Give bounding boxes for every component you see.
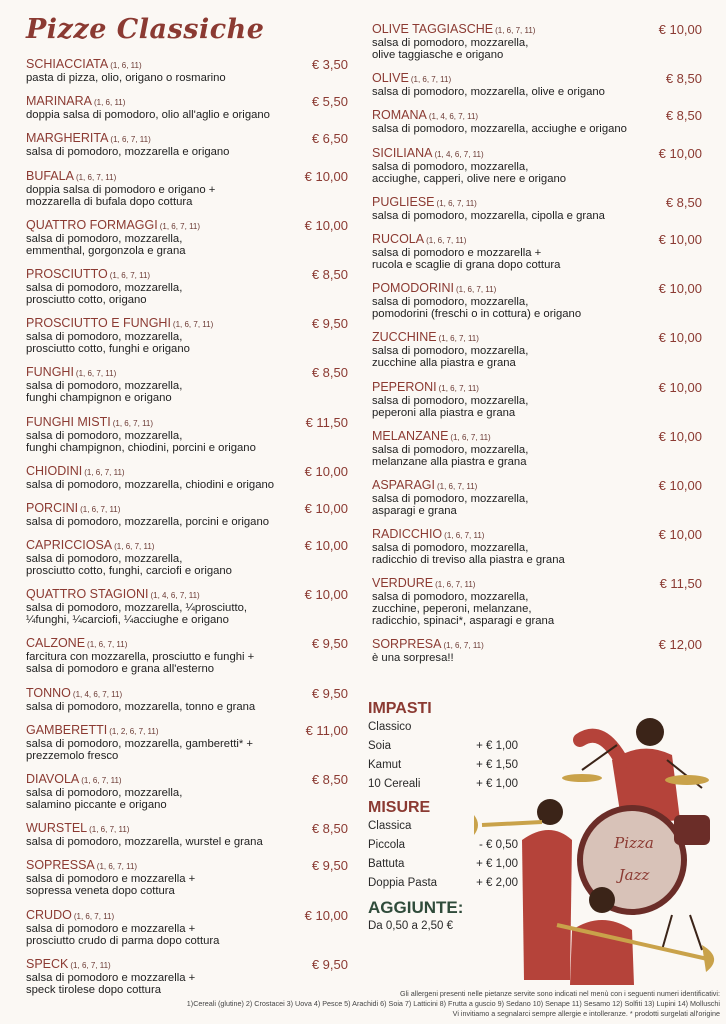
pizza-name: MARINARA xyxy=(26,94,92,109)
pizza-price: € 5,50 xyxy=(311,94,348,110)
pizza-name: MELANZANE xyxy=(372,428,449,443)
pizza-name: SORPRESA xyxy=(372,637,442,652)
pizza-description: zucchine, peperoni, melanzane, xyxy=(372,603,532,616)
pizza-item xyxy=(372,72,702,98)
pizza-name: TONNO xyxy=(26,685,71,700)
pizza-item xyxy=(372,430,702,468)
pizza-name-line xyxy=(372,196,702,210)
pizza-description: sopressa veneta dopo cottura xyxy=(26,885,175,898)
pizza-item xyxy=(26,58,348,84)
pizza-description: pomodorini (freschi o in cottura) e origano xyxy=(372,308,582,321)
pizza-item xyxy=(372,381,702,419)
allergen-codes: (1, 6, 7, 11) xyxy=(89,825,130,835)
pizza-description: salsa di pomodoro, mozzarella, cipolla e grana xyxy=(372,209,605,222)
pizza-price: € 10,00 xyxy=(304,217,348,233)
pizza-name: FUNGHI MISTI xyxy=(26,414,111,429)
pizza-name: ROMANA xyxy=(372,108,427,123)
pizza-description: funghi champignon, chiodini, porcini e origano xyxy=(26,441,256,454)
pizza-price: € 10,00 xyxy=(304,500,348,516)
pizza-name: RUCOLA xyxy=(372,231,425,246)
aggiunte-heading: AGGIUNTE: xyxy=(368,898,464,917)
pizza-description: salsa di pomodoro, mozzarella, xyxy=(372,443,529,456)
pizza-name: SICILIANA xyxy=(372,145,433,160)
option-price: + € 1,00 xyxy=(476,740,518,752)
impasti-base: Classico xyxy=(368,721,412,733)
pizza-name-line xyxy=(372,23,702,37)
pizza-description: salsa di pomodoro, mozzarella, xyxy=(372,160,529,173)
pizza-name-line xyxy=(26,822,348,836)
pizza-description: salsa di pomodoro, mozzarella, xyxy=(372,296,529,309)
pizza-name: VERDURE xyxy=(372,576,434,591)
pizza-description: salsa di pomodoro, mozzarella, ¼prosciutto, xyxy=(26,602,248,615)
pizza-name-line xyxy=(372,577,702,591)
pizza-item xyxy=(372,233,702,271)
pizza-price: € 10,00 xyxy=(658,477,702,493)
pizza-item xyxy=(26,909,348,947)
allergen-codes: (1, 6, 7, 11) xyxy=(450,432,491,442)
pizza-description: radicchio, spinaci*, asparagi e grana xyxy=(372,615,555,628)
pizza-item xyxy=(26,637,348,675)
allergen-codes: (1, 6, 7, 11) xyxy=(436,481,478,491)
pizza-description: rucola e scaglie di grana dopo cottura xyxy=(372,258,561,271)
pizza-description: salsa di pomodoro, mozzarella, xyxy=(26,787,183,799)
allergen-codes: (1, 4, 6, 7, 11) xyxy=(428,112,479,122)
allergen-footer xyxy=(170,989,720,1019)
pizza-name: POMODORINI xyxy=(372,281,454,296)
pizza-item xyxy=(372,196,702,222)
impasti-heading: IMPASTI xyxy=(368,700,432,717)
pizza-item xyxy=(26,132,348,158)
allergen-codes: (1, 2, 6, 7, 11) xyxy=(109,726,159,736)
pizza-description: prosciutto crudo di parma dopo cottura xyxy=(26,934,220,947)
pizza-price: € 10,00 xyxy=(304,463,348,479)
pizza-description: salsa di pomodoro, mozzarella, xyxy=(372,492,529,505)
pizza-name-line xyxy=(26,58,348,72)
pizza-price: € 8,50 xyxy=(311,772,348,787)
pizza-name: PEPERONI xyxy=(372,379,437,394)
pizza-description: salsa di pomodoro, mozzarella, xyxy=(26,281,183,294)
pizza-name: CALZONE xyxy=(26,636,86,651)
pizza-price: € 11,50 xyxy=(659,576,702,592)
allergen-codes: (1, 6, 7, 11) xyxy=(110,135,151,145)
pizza-price: € 8,50 xyxy=(311,266,348,282)
pizza-name-line xyxy=(372,528,702,542)
pizza-price: € 10,00 xyxy=(304,587,348,603)
pizza-name: PUGLIESE xyxy=(372,194,435,209)
pizza-name-line xyxy=(26,724,348,738)
pizza-name-line xyxy=(26,416,348,430)
option-label: Doppia Pasta xyxy=(368,877,438,889)
pizza-description: salsa di pomodoro, mozzarella, xyxy=(26,232,183,245)
allergen-codes: (1, 6, 7, 11) xyxy=(112,418,154,428)
pizza-description: melanzane alla piastra e grana xyxy=(372,455,527,468)
pizza-name-line xyxy=(26,909,348,923)
allergen-codes: (1, 4, 6, 7, 11) xyxy=(72,689,123,699)
allergen-codes: (1, 6, 7, 11) xyxy=(73,911,115,921)
pizza-item xyxy=(372,577,702,627)
pizza-name: ASPARAGI xyxy=(372,477,435,492)
pizza-description: salsa di pomodoro, mozzarella, xyxy=(372,394,529,407)
pizza-name: OLIVE xyxy=(372,71,409,86)
pizza-name-line xyxy=(372,109,702,123)
pizza-name-line xyxy=(26,465,348,479)
pizza-price: € 10,00 xyxy=(304,538,348,554)
pizza-price: € 9,50 xyxy=(311,685,348,701)
pizza-item xyxy=(26,465,348,491)
allergen-codes: (1, 6, 7, 11) xyxy=(410,75,452,85)
allergen-codes: (1, 6, 7, 11) xyxy=(109,270,151,280)
pizza-item xyxy=(26,317,348,355)
footer-line: Vi invitiamo a segnalarci sempre allergie e intolleranze. * prodotti surgelati all'origine xyxy=(452,1009,720,1018)
allergen-codes: (1, 6, 7, 11) xyxy=(114,542,155,552)
pizza-description: ¼funghi, ¼carciofi, ¼acciughe e origano xyxy=(26,614,229,627)
pizza-name-line xyxy=(372,233,702,247)
pizza-name: DIAVOLA xyxy=(26,772,80,786)
option-price: + € 1,50 xyxy=(476,759,518,771)
pizza-price: € 12,00 xyxy=(658,637,702,653)
pizza-price: € 10,00 xyxy=(658,22,702,37)
option-price: - € 0,50 xyxy=(479,839,518,851)
left-menu-column xyxy=(26,58,348,1007)
pizza-description: doppia salsa di pomodoro e origano + xyxy=(26,183,216,196)
allergen-codes: (1, 6, 7, 11) xyxy=(75,369,117,379)
pizza-name-line xyxy=(26,170,348,184)
pizza-description: funghi champignon e origano xyxy=(26,392,172,405)
allergen-codes: (1, 6, 7, 11) xyxy=(443,641,484,651)
pizza-name-line xyxy=(26,366,348,380)
allergen-codes: (1, 6, 7, 11) xyxy=(80,504,121,514)
pizza-name-line xyxy=(372,638,702,652)
pizza-price: € 11,50 xyxy=(305,414,348,430)
pizza-description: salsa di pomodoro, mozzarella, xyxy=(372,37,529,49)
pizza-description: salsa di pomodoro e mozzarella + xyxy=(26,873,196,886)
pizza-price: € 10,00 xyxy=(658,231,702,247)
pizza-price: € 3,50 xyxy=(311,57,348,72)
pizza-description: emmenthal, gorgonzola e grana xyxy=(26,244,186,257)
pizza-name-line xyxy=(26,588,348,602)
pizza-name: FUNGHI xyxy=(26,365,74,380)
pizza-description: salsa di pomodoro e grana all'esterno xyxy=(26,663,215,676)
pizza-name-line xyxy=(26,317,348,331)
right-menu-column xyxy=(372,23,702,676)
pizza-price: € 8,50 xyxy=(311,365,348,381)
pizza-item xyxy=(372,638,702,664)
pizza-name-line xyxy=(372,282,702,296)
pizza-name-line xyxy=(26,502,348,516)
pizza-name-line xyxy=(26,773,348,787)
pizza-price: € 9,50 xyxy=(311,858,348,874)
pizza-name: ZUCCHINE xyxy=(372,330,437,345)
pizza-name-line xyxy=(26,637,348,651)
pizza-item xyxy=(26,170,348,208)
pizza-item xyxy=(372,23,702,61)
allergen-codes: (1, 6, 7, 11) xyxy=(84,467,125,477)
allergen-codes: (1, 6, 7, 11) xyxy=(81,776,122,785)
pizza-name-line xyxy=(26,859,348,873)
pizza-price: € 9,50 xyxy=(311,316,348,332)
pizza-item xyxy=(372,479,702,517)
pizza-description: doppia salsa di pomodoro, olio all'aglio e origano xyxy=(26,109,270,122)
pizza-description: zucchine alla piastra e grana xyxy=(372,357,516,370)
option-price: + € 1,00 xyxy=(476,778,518,790)
allergen-codes: (1, 6, 11) xyxy=(93,98,126,108)
pizza-price: € 10,00 xyxy=(658,281,702,297)
pizza-description: salsa di pomodoro, mozzarella, olive e origano xyxy=(372,86,605,99)
pizza-name: SPECK xyxy=(26,956,69,971)
pizza-name: CAPRICCIOSA xyxy=(26,538,113,553)
pizza-price: € 10,00 xyxy=(658,527,702,543)
pizza-description: salsa di pomodoro, mozzarella e origano xyxy=(26,146,230,159)
pizza-price: € 10,00 xyxy=(658,428,702,444)
pizza-name-line xyxy=(372,72,702,86)
pizza-item xyxy=(372,331,702,369)
misure-base: Classica xyxy=(368,820,412,832)
pizza-description: prosciutto cotto, origano xyxy=(26,293,147,306)
pizza-name-line xyxy=(26,132,348,146)
pizza-name: CRUDO xyxy=(26,907,72,922)
pizza-description: salsa di pomodoro, mozzarella, xyxy=(26,553,183,566)
pizza-item xyxy=(26,859,348,897)
pizza-name-line xyxy=(26,958,348,972)
pizza-description: salsa di pomodoro, mozzarella, xyxy=(26,429,183,442)
pizza-name: GAMBERETTI xyxy=(26,722,108,737)
pizza-item xyxy=(26,366,348,404)
pizza-item xyxy=(26,219,348,257)
allergen-codes: (1, 6, 7, 11) xyxy=(438,383,479,393)
jazz-musicians-image xyxy=(462,700,724,985)
allergen-codes: (1, 4, 6, 7, 11) xyxy=(150,591,200,601)
pizza-description: pasta di pizza, olio, origano o rosmarino xyxy=(26,72,226,84)
allergen-codes: (1, 6, 7, 11) xyxy=(70,960,111,970)
jazz-band-illustration xyxy=(462,700,724,985)
allergen-codes: (1, 6, 7, 11) xyxy=(495,26,536,35)
pizza-price: € 10,00 xyxy=(304,168,348,184)
pizza-name: QUATTRO STAGIONI xyxy=(26,587,149,602)
allergen-codes: (1, 6, 7, 11) xyxy=(96,862,138,872)
pizza-price: € 8,50 xyxy=(665,108,702,124)
allergen-codes: (1, 6, 7, 11) xyxy=(435,580,476,590)
pizza-description: salsa di pomodoro, mozzarella, xyxy=(26,380,183,393)
illustration-text-1: Pizza xyxy=(614,834,654,852)
pizza-description: radicchio di treviso alla piastra e grana xyxy=(372,554,565,567)
allergen-codes: (1, 6, 11) xyxy=(110,61,142,70)
pizza-description: prosciutto cotto, funghi e origano xyxy=(26,343,190,356)
footer-line: 1)Cereali (glutine) 2) Crostacei 3) Uova 4) Pesce 5) Arachidi 6) Soia 7) Latticini 8) Frutta a guscio 9) Sedano 10) Senape 11) Sesamo 12) Solfiti 13) Lupini 14) Molluschi xyxy=(186,999,720,1008)
aggiunte-text: Da 0,50 a 2,50 € xyxy=(368,920,454,932)
pizza-price: € 9,50 xyxy=(311,956,348,972)
pizza-description: salsa di pomodoro, mozzarella, tonno e grana xyxy=(26,700,256,713)
pizza-name: SOPRESSA xyxy=(26,858,95,873)
pizza-name: BUFALA xyxy=(26,168,74,183)
pizza-description: salsa di pomodoro, mozzarella, xyxy=(26,331,183,344)
pizza-name-line xyxy=(372,147,702,161)
pizza-description: farcitura con mozzarella, prosciutto e funghi + xyxy=(26,651,255,664)
pizza-item xyxy=(26,687,348,713)
allergen-codes: (1, 6, 7, 11) xyxy=(426,235,467,245)
pizza-name: PROSCIUTTO xyxy=(26,266,108,281)
pizza-name: QUATTRO FORMAGGI xyxy=(26,217,158,232)
pizza-name: MARGHERITA xyxy=(26,131,109,146)
allergen-codes: (1, 6, 7, 11) xyxy=(87,640,128,650)
pizza-description: acciughe, capperi, olive nere e origano xyxy=(372,172,567,185)
pizza-name: PORCINI xyxy=(26,500,79,515)
pizza-name-line xyxy=(372,381,702,395)
pizza-description: mozzarella di bufala dopo cottura xyxy=(26,195,193,208)
pizza-price: € 9,50 xyxy=(311,636,348,652)
pizza-description: salsa di pomodoro, mozzarella, acciughe e origano xyxy=(372,123,627,136)
pizza-item xyxy=(26,502,348,528)
pizza-description: prezzemolo fresco xyxy=(26,749,119,762)
pizza-description: salsa di pomodoro, mozzarella, chiodini e origano xyxy=(26,478,275,491)
option-label: Kamut xyxy=(368,759,402,771)
pizza-description: asparagi e grana xyxy=(372,504,457,517)
option-price: + € 1,00 xyxy=(476,858,518,870)
option-label: Battuta xyxy=(368,858,405,870)
option-label: Piccola xyxy=(368,839,406,851)
pizza-name: WURSTEL xyxy=(26,821,88,836)
pizza-description: salsa di pomodoro, mozzarella, porcini e origano xyxy=(26,515,270,528)
pizza-price: € 11,00 xyxy=(305,722,348,738)
pizza-price: € 8,50 xyxy=(311,821,348,837)
option-price: + € 2,00 xyxy=(476,877,518,889)
pizza-price: € 6,50 xyxy=(311,131,348,147)
pizza-price: € 8,50 xyxy=(665,71,702,87)
pizza-name-line xyxy=(26,95,348,109)
pizza-item xyxy=(26,416,348,454)
allergen-codes: (1, 6, 7, 11) xyxy=(438,334,479,344)
pizza-price: € 10,00 xyxy=(658,330,702,346)
pizza-item xyxy=(372,147,702,185)
pizza-description: salsa di pomodoro e mozzarella + xyxy=(372,246,542,259)
pizza-name: CHIODINI xyxy=(26,463,83,478)
page-title: Pizze Classiche xyxy=(26,14,265,45)
allergen-codes: (1, 6, 7, 11) xyxy=(159,221,201,231)
pizza-name-line xyxy=(26,539,348,553)
allergen-codes: (1, 6, 7, 11) xyxy=(172,320,214,330)
pizza-item xyxy=(26,724,348,762)
pizza-description: salsa di pomodoro, mozzarella, xyxy=(372,345,529,358)
pizza-description: salsa di pomodoro e mozzarella + xyxy=(26,922,196,935)
pizza-name-line xyxy=(372,479,702,493)
allergen-codes: (1, 6, 7, 11) xyxy=(75,172,117,182)
allergen-codes: (1, 4, 6, 7, 11) xyxy=(434,149,484,159)
pizza-name-line xyxy=(26,219,348,233)
option-label: 10 Cereali xyxy=(368,778,421,790)
pizza-item xyxy=(372,109,702,135)
pizza-item xyxy=(26,773,348,811)
pizza-name: RADICCHIO xyxy=(372,527,443,542)
pizza-name-line xyxy=(26,268,348,282)
illustration-text-2: Jazz xyxy=(618,866,650,884)
pizza-description: speck tirolese dopo cottura xyxy=(26,983,162,996)
pizza-item xyxy=(26,268,348,306)
pizza-description: prosciutto cotto, funghi, carciofi e origano xyxy=(26,565,232,578)
pizza-item xyxy=(26,95,348,121)
pizza-price: € 10,00 xyxy=(658,145,702,161)
pizza-name-line xyxy=(372,430,702,444)
pizza-description: è una sorpresa!! xyxy=(372,652,454,665)
pizza-name: OLIVE TAGGIASCHE xyxy=(372,22,494,36)
pizza-description: salsa di pomodoro, mozzarella, wurstel e grana xyxy=(26,836,263,849)
allergen-codes: (1, 6, 7, 11) xyxy=(455,285,497,295)
pizza-item xyxy=(372,528,702,566)
pizza-name-line xyxy=(372,331,702,345)
pizza-price: € 10,00 xyxy=(304,907,348,923)
misure-heading: MISURE xyxy=(368,799,431,816)
pizza-description: salamino piccante e origano xyxy=(26,799,167,811)
pizza-price: € 8,50 xyxy=(665,194,702,210)
pizza-price: € 10,00 xyxy=(658,379,702,395)
pizza-description: salsa di pomodoro e mozzarella + xyxy=(26,971,196,984)
pizza-item xyxy=(26,588,348,626)
option-label: Soia xyxy=(368,740,392,752)
footer-line: Gli allergeni presenti nelle pietanze servite sono indicati nel menù con i seguenti numeri identificativi: xyxy=(399,989,720,998)
pizza-description: salsa di pomodoro, mozzarella, xyxy=(372,542,529,555)
pizza-name: PROSCIUTTO E FUNGHI xyxy=(26,316,171,331)
pizza-name: SCHIACCIATA xyxy=(26,57,109,71)
pizza-name-line xyxy=(26,687,348,701)
allergen-codes: (1, 6, 7, 11) xyxy=(436,198,477,208)
pizza-description: peperoni alla piastra e grana xyxy=(372,406,516,419)
allergen-codes: (1, 6, 7, 11) xyxy=(444,531,485,541)
pizza-item xyxy=(372,282,702,320)
pizza-description: olive taggiasche e origano xyxy=(372,49,504,61)
pizza-item xyxy=(26,822,348,848)
pizza-item xyxy=(26,539,348,577)
pizza-description: salsa di pomodoro, mozzarella, xyxy=(372,591,529,604)
pizza-description: salsa di pomodoro, mozzarella, gamberetti* + xyxy=(26,737,253,750)
